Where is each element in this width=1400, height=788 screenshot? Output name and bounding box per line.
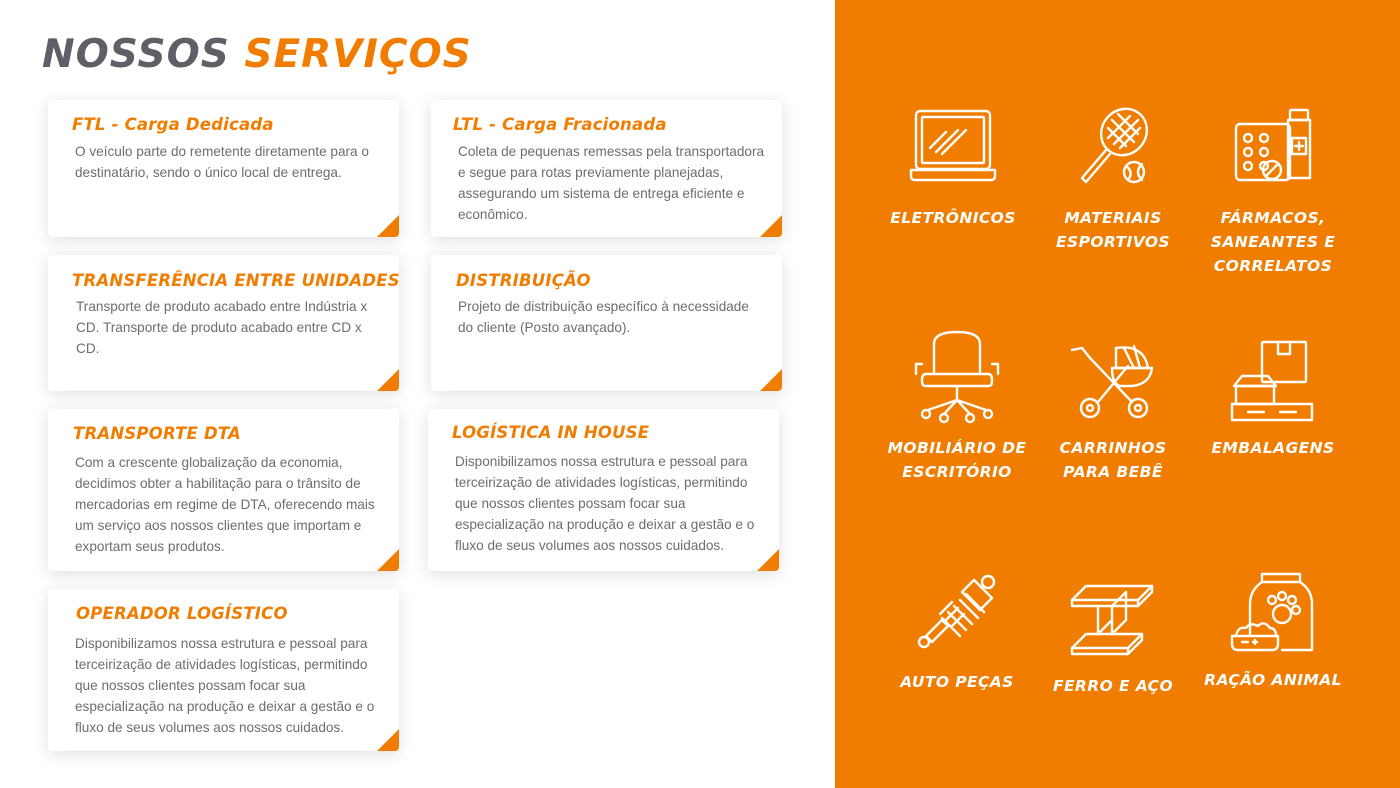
category-label: MOBILIÁRIO DE ESCRITÓRIO xyxy=(887,439,1027,481)
category-farmacos xyxy=(1188,106,1358,278)
service-card-description: Transporte de produto acabado entre Indústria x CD. Transporte de produto acabado entre CD x CD. xyxy=(76,299,368,356)
category-ferro-aco xyxy=(1028,582,1198,698)
service-card-description: Disponibilizamos nossa estrutura e pessoal para terceirização de atividades logísticas, permitindo que nossos clientes possam focar sua especialização na produção e deixar a gestão e o fluxo de seus volumes aos nossos cuidados. xyxy=(75,636,375,735)
card-corner-accent xyxy=(377,729,399,751)
service-card-ltl xyxy=(431,100,782,237)
shock-absorber-icon xyxy=(912,570,1002,652)
category-label: EMBALAGENS xyxy=(1211,439,1335,457)
category-label: RAÇÃO ANIMAL xyxy=(1204,671,1342,689)
service-card-in-house xyxy=(428,409,779,571)
service-card-title: LTL - Carga Fracionada xyxy=(453,115,667,134)
category-label: ELETRÔNICOS xyxy=(890,209,1016,227)
service-card-distribuicao xyxy=(431,255,782,391)
card-corner-accent xyxy=(757,549,779,571)
card-corner-accent xyxy=(377,215,399,237)
tennis-racket-icon xyxy=(1068,106,1158,186)
category-label: FÁRMACOS, SANEANTES E CORRELATOS xyxy=(1210,209,1336,275)
page-title xyxy=(42,32,472,77)
service-card-operador xyxy=(48,589,399,751)
category-label: AUTO PEÇAS xyxy=(900,673,1014,691)
boxes-icon xyxy=(1228,336,1318,426)
service-card-description: Projeto de distribuição específico à necessidade do cliente (Posto avançado). xyxy=(458,299,749,335)
category-carrinhos xyxy=(1028,340,1198,484)
baby-stroller-icon xyxy=(1068,340,1158,422)
category-mobiliario xyxy=(872,328,1042,484)
service-card-title: OPERADOR LOGÍSTICO xyxy=(76,604,288,623)
service-card-title: LOGÍSTICA IN HOUSE xyxy=(452,423,650,442)
category-label: CARRINHOS PARA BEBÊ xyxy=(1059,439,1167,481)
service-card-transferencia xyxy=(48,255,399,391)
office-chair-icon xyxy=(912,328,1002,424)
card-corner-accent xyxy=(377,369,399,391)
service-card-title: TRANSFERÊNCIA ENTRE UNIDADES xyxy=(72,271,400,290)
category-label: MATERIAIS ESPORTIVOS xyxy=(1056,209,1170,251)
card-corner-accent xyxy=(760,369,782,391)
service-card-title: DISTRIBUIÇÃO xyxy=(456,271,591,290)
category-auto-pecas xyxy=(872,570,1042,694)
category-racao-animal xyxy=(1188,570,1358,692)
category-eletronicos xyxy=(868,106,1038,230)
page-title-word-2: SERVIÇOS xyxy=(244,32,472,77)
steel-beam-icon xyxy=(1068,582,1158,658)
service-card-description: Disponibilizamos nossa estrutura e pessoal para terceirização de atividades logísticas, permitindo que nossos clientes possam focar sua especialização na produção e deixar a gestão e o fluxo de seus volumes aos nossos cuidados. xyxy=(455,454,755,553)
category-label: FERRO E AÇO xyxy=(1052,677,1174,695)
pet-food-icon xyxy=(1228,570,1318,656)
service-card-description: Coleta de pequenas remessas pela transportadora e segue para rotas previamente planejadas, assegurando um sistema de entrega eficiente e econômico. xyxy=(458,144,765,222)
service-card-title: TRANSPORTE DTA xyxy=(73,424,242,443)
service-card-title: FTL - Carga Dedicada xyxy=(72,115,274,134)
service-card-description: O veículo parte do remetente diretamente para o destinatário, sendo o único local de entrega. xyxy=(75,144,369,180)
category-materiais-esportivos xyxy=(1028,106,1198,254)
service-card-description: Com a crescente globalização da economia, decidimos obter a habilitação para o trânsito de mercadorias em regime de DTA, oferecendo mais um serviço aos nossos clientes que importam e exportam seus produtos. xyxy=(75,455,375,554)
laptop-icon xyxy=(908,106,998,184)
medicine-icon xyxy=(1228,106,1318,186)
service-card-ftl xyxy=(48,100,399,237)
category-embalagens xyxy=(1188,336,1358,460)
card-corner-accent xyxy=(377,549,399,571)
service-card-dta xyxy=(48,409,399,571)
page-title-word-1: NOSSOS xyxy=(42,32,230,77)
